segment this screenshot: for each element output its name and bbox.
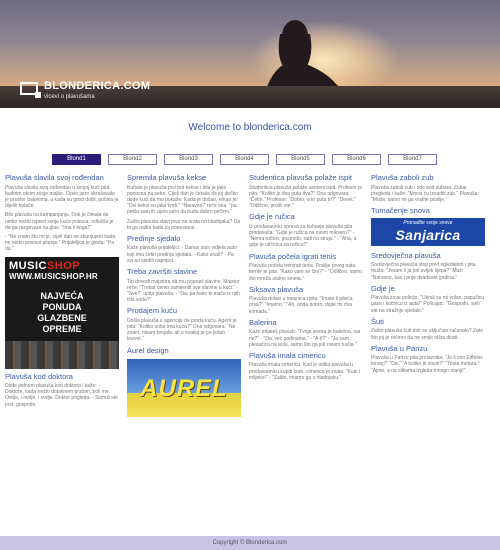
post-text: Kuhala je plavuša prvi put kekse i bila je jako ponosna na sebe. Cijeli dan je čekala da joj dečko dođe kući da mu pokaže. Kada je došao, rekao je: "Ovi keksi su jako tvrdi." "Naravno," reče ona, "pa pekla sam ih cijelo jutro da budu dobro pečeni." bbox=[127, 184, 238, 216]
site-logo[interactable] bbox=[20, 80, 150, 101]
post-title[interactable]: Siksava plavuša bbox=[249, 284, 304, 294]
post-text: Plavuša slavila svoj rođendan u svojoj kući pod budnim okom svoje majke. Cijelo jutro ukrašavala je prostor balonima, a kada su gosti došli, počela je dijeliti kolače. bbox=[5, 184, 119, 210]
post-block bbox=[249, 286, 363, 315]
column-4 bbox=[371, 174, 485, 378]
post-block bbox=[249, 352, 363, 381]
column-2 bbox=[127, 174, 241, 421]
post-block bbox=[5, 373, 119, 408]
post-title[interactable]: Balerina bbox=[249, 317, 277, 327]
post-title[interactable]: Gdje je bbox=[371, 283, 395, 293]
site-header bbox=[0, 0, 500, 108]
post-title[interactable]: Spremila plavuša kekse bbox=[127, 173, 207, 182]
post-title[interactable]: Treba završiti slavine bbox=[127, 267, 198, 277]
nav-tab-blond7[interactable]: Blond7 bbox=[388, 154, 437, 165]
post-text: Kaže prijatelj plavuši: "Tvoja sestra je balerina, zar ne?" - "Da, već godinama." - "A ti?" - "Ja sam plesačica na ledu, samo što ga još nisam našla." bbox=[249, 329, 361, 348]
nav-tab-blond3[interactable]: Blond3 bbox=[164, 154, 213, 165]
post-text: Plavuša zaboli zub i ode kod zubara. Zubar pregleda i kaže: "Morat ću izvaditi zub." Plavuša: "Može, samo mi ga vratite poslije." bbox=[371, 184, 479, 203]
post-block bbox=[127, 307, 241, 342]
post-block bbox=[127, 235, 241, 264]
post-block bbox=[249, 319, 363, 348]
post-block bbox=[249, 253, 363, 282]
post-title[interactable]: Šuti bbox=[371, 316, 384, 326]
post-text: Sredovječna plavuša stoji pred ogledalom i pita muža: "Jesam li ja još uvijek lijepa?" Muž: "Naravno, kao i prije dvadeset godina." bbox=[371, 262, 476, 281]
nav-tab-blond1[interactable]: Blond1 bbox=[52, 154, 101, 165]
post-title[interactable]: Plavuša slavila svoj rođendan bbox=[5, 173, 104, 182]
post-title[interactable]: Sredovječna plavuša bbox=[371, 250, 441, 260]
post-title[interactable]: Gdje je ručica bbox=[249, 212, 295, 222]
post-text: Plavuša zove policiju: "Ukrali su mi volan, papučicu gasa i kočnicu iz auta!" Policajac: "Gospođo, sjeli ste na stražnje sjedalo." bbox=[371, 295, 485, 314]
post-block bbox=[371, 285, 485, 314]
post-text: Dođe jednom plavuša kod doktora i kaže: - Doktore, kada nešto dotaknem prstom, boli me. Ovdje, i ovdje, i ovdje. Doktor pogleda: - Slomili ste prst, gospođo. bbox=[5, 383, 118, 408]
post-block bbox=[127, 347, 241, 418]
site-tagline: vicevi o plavušama bbox=[44, 94, 95, 100]
musicshop-ad-banner[interactable] bbox=[5, 257, 119, 369]
welcome-heading: Welcome to blonderica.com bbox=[188, 122, 312, 133]
nav-tab-blond2[interactable]: Blond2 bbox=[108, 154, 157, 165]
content-columns bbox=[5, 174, 495, 534]
post-title[interactable]: Plavuša zaboli zub bbox=[371, 173, 434, 182]
post-block bbox=[371, 252, 485, 281]
musicshop-brand: MUSICSHOP bbox=[9, 259, 81, 272]
post-text: Tip dovodi majstora da mu popravi slavine. Majstor reče: "Trebat ćemo zamijeniti sve slavine u kući." - "Sve?" upita plavuša. - "Da, pa kako bi inače iz njih išla voda?" bbox=[127, 278, 240, 304]
post-block bbox=[249, 213, 363, 248]
post-text: Plavuša počela trenirati tenis. Poslije prvog sata trener je pita: "Kako vam se čini?" - "Odlično, samo što mreža stalno smeta." bbox=[249, 263, 362, 282]
site-name: BLONDERICA.COM bbox=[44, 80, 151, 92]
post-title[interactable]: Prodajem kuću bbox=[127, 306, 178, 316]
post-block bbox=[127, 268, 241, 303]
post-title[interactable]: Plavuša kod doktora bbox=[5, 371, 73, 381]
post-text: Došla plavuša u agenciju da proda kuću. Agent je pita: "Koliko soba ima kuća?" Ona odgovara: "Ne znam, nisam brojala, ali u svakoj je po jedan krevet." bbox=[127, 317, 237, 343]
musicshop-offer: NAJVEĆA PONUDA GLAZBENE OPREME bbox=[37, 290, 87, 334]
post-text: Plavuša dolazi u mesnicu i pita: "Imate li pileća prsa?" "Imamo." "Ah, onda dobro, dajte mi dva komada." bbox=[249, 296, 353, 315]
musicshop-url: WWW.MUSICSHOP.HR bbox=[9, 271, 98, 281]
main-nav bbox=[52, 154, 447, 165]
post-title[interactable]: Aurel design bbox=[127, 345, 169, 355]
post-text: - "Ne znam što mi je, cijeli dan se zbunjujem kada mi netko postavi pitanje." Prijateljica je gleda: "Pa da." bbox=[5, 233, 116, 253]
column-3 bbox=[249, 174, 363, 385]
column-1 bbox=[5, 174, 119, 412]
post-block bbox=[5, 174, 119, 253]
post-text: U prodavaonici sprava za kuhanje plavuša pita prodavača: "Gdje je ručica na ovom mikseru?" - "Nema ručice, gospođo, radi na struju." - "Aha, a gdje je utičnica za ručicu?" bbox=[249, 223, 357, 249]
aurel-ad-banner[interactable] bbox=[127, 359, 241, 417]
post-title[interactable]: Predinje sjedalo bbox=[127, 233, 181, 243]
monitor-icon bbox=[20, 82, 38, 95]
post-block bbox=[371, 318, 485, 341]
nav-tab-blond6[interactable]: Blond6 bbox=[332, 154, 381, 165]
post-title[interactable]: Tumačenje snova bbox=[371, 206, 430, 216]
post-block bbox=[371, 345, 485, 374]
post-title[interactable]: Plavuša imala cimericu bbox=[249, 350, 326, 360]
post-text: Plavuša imala cimericu. Kad je otišla plavuša u prodavaonicu kupiti kruh, cimerica je zvala: "Kupi i mlijeko!" - "Zašto, imamo ga u hladnjaku." bbox=[249, 362, 360, 381]
site-footer: Copyright © Blonderica.com bbox=[0, 536, 500, 550]
post-title[interactable]: Plavuša počela igrati tenis bbox=[249, 251, 337, 261]
sanjarica-tagline: Pronađite svoje snove bbox=[403, 219, 453, 226]
sanjarica-logo: Sanjarica bbox=[395, 226, 461, 243]
instrument-shelves-image bbox=[5, 341, 119, 369]
post-text: Bilo plavuša na kampanjanju. Dok je čekala da netko nešto ispred svoje kuće pokuca, odlučila je da ga razgovara na glas: "Ima li koga?" bbox=[5, 212, 114, 231]
post-block bbox=[371, 174, 485, 203]
post-block bbox=[249, 174, 363, 209]
sanjarica-ad-banner[interactable] bbox=[371, 218, 485, 246]
post-block bbox=[127, 174, 241, 231]
nav-tab-blond5[interactable]: Blond5 bbox=[276, 154, 325, 165]
nav-tab-blond4[interactable]: Blond4 bbox=[220, 154, 269, 165]
aurel-logo: AUREL bbox=[140, 375, 228, 403]
post-title[interactable]: Studentica plavuša polaže ispit bbox=[249, 173, 352, 182]
post-text: Studentica plavuša polaže usmeni ispit. Profesor je pita: "Koliko je dva puta dva?" Ona odgovara: "Četiri." Profesor: "Dobro, a tri puta tri?" "Devet." "Odlično, prošli ste." bbox=[249, 184, 363, 210]
post-text: Zašto plavuša šuti dok se uključuje računalo? Zato što joj je rečeno da ne smije ništa dirati. bbox=[371, 328, 484, 341]
post-block bbox=[371, 207, 485, 246]
post-text: Zašto plavuša stavi pivo na vrata od hladnjaka? Da bi ga našla kada joj ponestane. bbox=[127, 218, 241, 231]
post-text: Kaže plavuša prijateljici: - Danas sam vidjela auto koji ima četiri prednja sjedala. - Kako znaš? - Pa svi su sjedili naprijed. bbox=[127, 245, 237, 264]
post-title[interactable]: Plavuša u Parizu bbox=[371, 343, 428, 353]
post-text: Plavuša u Parizu pita prolaznika: "Je li ovo Eiffelov toranj?" "Da." "A koliko je visok?" "Trista metara." "Ajme, a na slikama izgleda mnogo manji!" bbox=[371, 355, 483, 374]
